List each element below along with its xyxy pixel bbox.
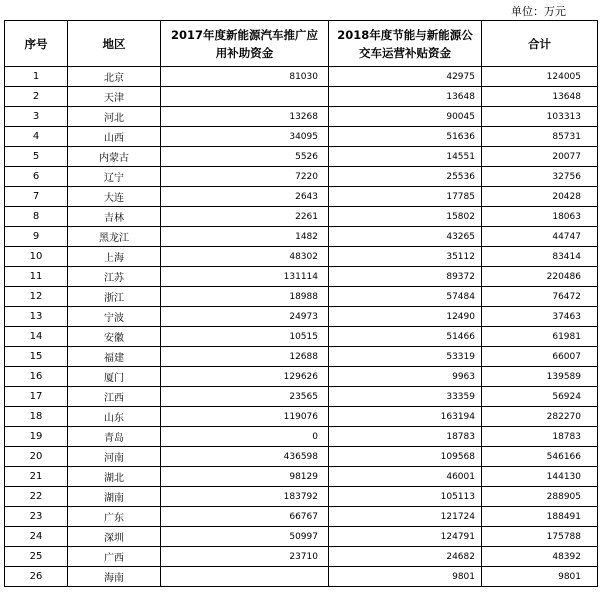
cell-index: 7 (5, 187, 68, 207)
cell-region: 广西 (68, 547, 161, 567)
cell-2018-subsidy: 51636 (329, 127, 482, 147)
cell-2017-subsidy: 131114 (161, 267, 329, 287)
header-index: 序号 (5, 21, 68, 67)
table-row (5, 107, 598, 127)
cell-region: 江西 (68, 387, 161, 407)
cell-total: 66007 (482, 347, 598, 367)
table-row (5, 187, 598, 207)
cell-total: 144130 (482, 467, 598, 487)
cell-region: 青岛 (68, 427, 161, 447)
cell-2018-subsidy: 124791 (329, 527, 482, 547)
cell-2018-subsidy: 18783 (329, 427, 482, 447)
cell-2018-subsidy: 109568 (329, 447, 482, 467)
cell-index: 1 (5, 67, 68, 87)
cell-region: 深圳 (68, 527, 161, 547)
cell-index: 4 (5, 127, 68, 147)
cell-2018-subsidy: 9963 (329, 367, 482, 387)
cell-region: 大连 (68, 187, 161, 207)
cell-total: 32756 (482, 167, 598, 187)
header-row (5, 21, 598, 67)
table-row (5, 447, 598, 467)
cell-region: 广东 (68, 507, 161, 527)
table-row (5, 147, 598, 167)
table-row (5, 87, 598, 107)
cell-index: 8 (5, 207, 68, 227)
cell-total: 188491 (482, 507, 598, 527)
cell-2018-subsidy: 46001 (329, 467, 482, 487)
cell-2018-subsidy: 25536 (329, 167, 482, 187)
cell-total: 220486 (482, 267, 598, 287)
cell-total: 83414 (482, 247, 598, 267)
cell-2018-subsidy: 14551 (329, 147, 482, 167)
cell-2018-subsidy: 35112 (329, 247, 482, 267)
cell-2017-subsidy: 1482 (161, 227, 329, 247)
table-row (5, 227, 598, 247)
cell-2018-subsidy: 53319 (329, 347, 482, 367)
cell-2017-subsidy: 48302 (161, 247, 329, 267)
cell-region: 海南 (68, 567, 161, 587)
table-row (5, 487, 598, 507)
cell-region: 内蒙古 (68, 147, 161, 167)
cell-index: 2 (5, 87, 68, 107)
cell-region: 山西 (68, 127, 161, 147)
cell-total: 282270 (482, 407, 598, 427)
cell-2017-subsidy: 23565 (161, 387, 329, 407)
cell-index: 22 (5, 487, 68, 507)
cell-index: 11 (5, 267, 68, 287)
table-row (5, 507, 598, 527)
cell-2017-subsidy (161, 567, 329, 587)
cell-region: 河南 (68, 447, 161, 467)
cell-total: 76472 (482, 287, 598, 307)
table-row (5, 547, 598, 567)
cell-total: 13648 (482, 87, 598, 107)
cell-2018-subsidy: 57484 (329, 287, 482, 307)
cell-region: 天津 (68, 87, 161, 107)
cell-2018-subsidy: 17785 (329, 187, 482, 207)
table-row (5, 567, 598, 587)
cell-2017-subsidy: 183792 (161, 487, 329, 507)
cell-2017-subsidy: 23710 (161, 547, 329, 567)
table-row (5, 127, 598, 147)
cell-2018-subsidy: 89372 (329, 267, 482, 287)
table-row (5, 427, 598, 447)
cell-2018-subsidy: 90045 (329, 107, 482, 127)
cell-index: 12 (5, 287, 68, 307)
table-row (5, 387, 598, 407)
cell-region: 北京 (68, 67, 161, 87)
table-row (5, 67, 598, 87)
cell-region: 湖南 (68, 487, 161, 507)
cell-2017-subsidy: 7220 (161, 167, 329, 187)
cell-2017-subsidy: 81030 (161, 67, 329, 87)
cell-region: 辽宁 (68, 167, 161, 187)
cell-region: 江苏 (68, 267, 161, 287)
cell-index: 13 (5, 307, 68, 327)
cell-index: 23 (5, 507, 68, 527)
table-row (5, 207, 598, 227)
cell-2017-subsidy (161, 87, 329, 107)
cell-total: 18063 (482, 207, 598, 227)
cell-region: 安徽 (68, 327, 161, 347)
table-row (5, 267, 598, 287)
cell-region: 湖北 (68, 467, 161, 487)
cell-2017-subsidy: 119076 (161, 407, 329, 427)
table-row (5, 467, 598, 487)
cell-2018-subsidy: 42975 (329, 67, 482, 87)
cell-2017-subsidy: 98129 (161, 467, 329, 487)
cell-2017-subsidy: 12688 (161, 347, 329, 367)
cell-total: 546166 (482, 447, 598, 467)
header-2018-subsidy: 2018年度节能与新能源公交车运营补贴资金 (329, 21, 482, 67)
cell-2018-subsidy: 33359 (329, 387, 482, 407)
cell-2017-subsidy: 2261 (161, 207, 329, 227)
cell-2018-subsidy: 121724 (329, 507, 482, 527)
cell-2018-subsidy: 9801 (329, 567, 482, 587)
cell-index: 26 (5, 567, 68, 587)
cell-total: 37463 (482, 307, 598, 327)
cell-region: 上海 (68, 247, 161, 267)
table-row (5, 347, 598, 367)
cell-total: 288905 (482, 487, 598, 507)
cell-2017-subsidy: 24973 (161, 307, 329, 327)
cell-index: 9 (5, 227, 68, 247)
cell-total: 61981 (482, 327, 598, 347)
cell-2017-subsidy: 0 (161, 427, 329, 447)
cell-region: 厦门 (68, 367, 161, 387)
cell-2018-subsidy: 12490 (329, 307, 482, 327)
cell-index: 19 (5, 427, 68, 447)
cell-index: 25 (5, 547, 68, 567)
cell-2018-subsidy: 43265 (329, 227, 482, 247)
cell-region: 山东 (68, 407, 161, 427)
cell-index: 14 (5, 327, 68, 347)
cell-region: 河北 (68, 107, 161, 127)
cell-2017-subsidy: 5526 (161, 147, 329, 167)
cell-2018-subsidy: 24682 (329, 547, 482, 567)
cell-2018-subsidy: 15802 (329, 207, 482, 227)
cell-index: 3 (5, 107, 68, 127)
cell-index: 10 (5, 247, 68, 267)
table-row (5, 367, 598, 387)
cell-region: 浙江 (68, 287, 161, 307)
cell-total: 175788 (482, 527, 598, 547)
cell-index: 15 (5, 347, 68, 367)
cell-2017-subsidy: 13268 (161, 107, 329, 127)
table-row (5, 247, 598, 267)
cell-total: 103313 (482, 107, 598, 127)
subsidy-table (4, 20, 598, 587)
cell-2018-subsidy: 105113 (329, 487, 482, 507)
cell-total: 20077 (482, 147, 598, 167)
cell-index: 18 (5, 407, 68, 427)
table-row (5, 307, 598, 327)
cell-total: 18783 (482, 427, 598, 447)
header-2017-subsidy: 2017年度新能源汽车推广应用补助资金 (161, 21, 329, 67)
cell-2017-subsidy: 10515 (161, 327, 329, 347)
cell-2017-subsidy: 18988 (161, 287, 329, 307)
cell-index: 6 (5, 167, 68, 187)
cell-region: 黑龙江 (68, 227, 161, 247)
cell-total: 48392 (482, 547, 598, 567)
cell-2017-subsidy: 34095 (161, 127, 329, 147)
cell-2018-subsidy: 51466 (329, 327, 482, 347)
cell-2018-subsidy: 163194 (329, 407, 482, 427)
cell-region: 宁波 (68, 307, 161, 327)
cell-index: 5 (5, 147, 68, 167)
unit-label: 单位：万元 (511, 5, 566, 18)
table-row (5, 407, 598, 427)
cell-index: 20 (5, 447, 68, 467)
cell-region: 吉林 (68, 207, 161, 227)
cell-index: 16 (5, 367, 68, 387)
cell-total: 9801 (482, 567, 598, 587)
cell-2018-subsidy: 13648 (329, 87, 482, 107)
cell-total: 56924 (482, 387, 598, 407)
header-total: 合计 (482, 21, 598, 67)
cell-total: 124005 (482, 67, 598, 87)
cell-index: 21 (5, 467, 68, 487)
cell-total: 139589 (482, 367, 598, 387)
cell-index: 24 (5, 527, 68, 547)
cell-2017-subsidy: 66767 (161, 507, 329, 527)
cell-total: 20428 (482, 187, 598, 207)
table-row (5, 167, 598, 187)
cell-2017-subsidy: 50997 (161, 527, 329, 547)
table-row (5, 327, 598, 347)
table-row (5, 287, 598, 307)
cell-total: 85731 (482, 127, 598, 147)
header-region: 地区 (68, 21, 161, 67)
table-row (5, 527, 598, 547)
cell-2017-subsidy: 436598 (161, 447, 329, 467)
cell-index: 17 (5, 387, 68, 407)
cell-2017-subsidy: 129626 (161, 367, 329, 387)
cell-total: 44747 (482, 227, 598, 247)
cell-region: 福建 (68, 347, 161, 367)
cell-2017-subsidy: 2643 (161, 187, 329, 207)
